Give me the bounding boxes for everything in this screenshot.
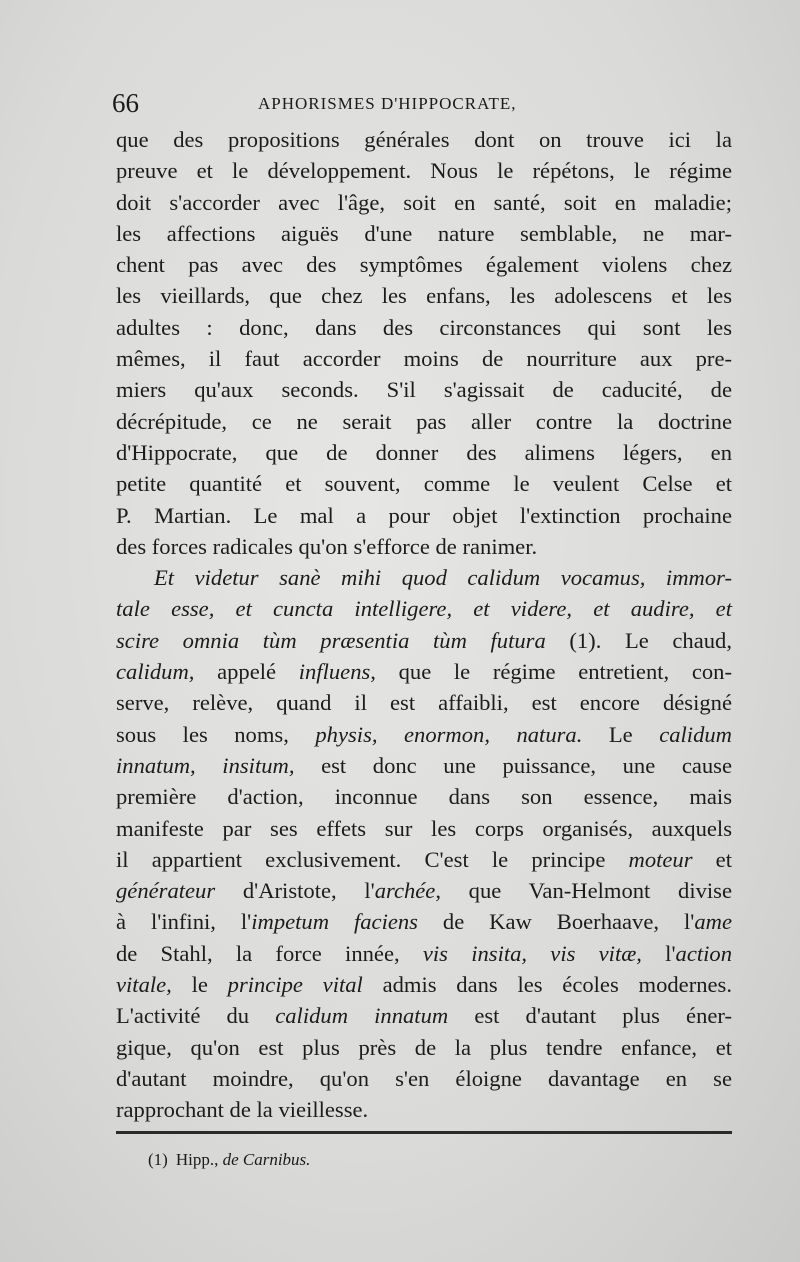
text-span: d'Aristote, l' (215, 878, 375, 904)
text-line (116, 656, 732, 687)
text-line (116, 969, 732, 1000)
text-span: le (171, 972, 228, 998)
italic-term: archée, (374, 878, 441, 904)
text-line: première d'action, inconnue dans son essence, mais (116, 784, 732, 810)
italic-term: moteur (628, 846, 693, 872)
text-span: Le (582, 721, 660, 747)
text-line: miers qu'aux seconds. S'il s'agissait de caducité, de (116, 377, 732, 403)
text-line (116, 1000, 732, 1031)
text-span: admis dans les écoles modernes. (362, 972, 732, 998)
text-line: que des propositions générales dont on trouve ici la (116, 127, 732, 152)
text-span: à l'infini, l' (116, 909, 252, 935)
text-line: chent pas avec des symptômes également violens chez (116, 252, 732, 278)
italic-term: calidum, (116, 659, 195, 685)
body-text (116, 124, 732, 1126)
text-line: preuve et le développement. Nous le répétons, le régime (116, 158, 732, 184)
text-line: serve, relève, quand il est affaibli, est encore désigné (116, 690, 732, 716)
text-span: est d'autant plus éner- (448, 1003, 732, 1029)
text-span: l' (641, 940, 676, 966)
italic-term: calidum (659, 721, 732, 747)
footnote-title: de Carnibus. (222, 1150, 311, 1169)
text-span: et (692, 846, 732, 872)
text-line (116, 750, 732, 781)
text-span: L'activité du (116, 1003, 276, 1029)
text-span: que le régime entretient, con- (375, 659, 732, 685)
italic-term: vitale, (116, 972, 172, 998)
italic-term: calidum innatum (275, 1003, 449, 1029)
text-line: P. Martian. Le mal a pour objet l'extinction prochaine (116, 502, 732, 528)
text-line: d'Hippocrate, que de donner des alimens légers, en (116, 439, 732, 465)
text-span: (1). Le chaud, (545, 627, 732, 653)
latin-quote: tale esse, et cuncta intelligere, et videre, et audire, et (116, 596, 732, 622)
text-line: rapprochant de la vieillesse. (116, 1097, 369, 1123)
text-line (116, 562, 732, 593)
footnote-text: Hipp., (175, 1150, 223, 1169)
text-line: gique, qu'on est plus près de la plus tendre enfance, et (116, 1034, 732, 1060)
latin-quote: Et videtur sanè mihi quod calidum vocamus, immor- (154, 565, 732, 591)
footnote (148, 1150, 310, 1170)
italic-term: influens, (298, 659, 376, 685)
text-span: est donc une puissance, une cause (294, 752, 733, 778)
text-line: décrépitude, ce ne serait pas aller contre la doctrine (116, 408, 732, 434)
footnote-rule (116, 1131, 732, 1134)
page-number: 66 (112, 88, 139, 118)
text-line (116, 625, 732, 656)
text-line (116, 844, 732, 875)
italic-term: principe vital (227, 972, 363, 998)
paragraph-1 (116, 124, 732, 562)
text-line: petite quantité et souvent, comme le veulent Celse et (116, 471, 732, 497)
text-line: d'autant moindre, qu'on s'en éloigne davantage en se (116, 1065, 732, 1091)
text-span: de Kaw Boerhaave, l' (417, 909, 695, 935)
paragraph-2 (116, 562, 732, 1125)
text-line: mêmes, il faut accorder moins de nourriture aux pre- (116, 346, 732, 372)
text-span: il appartient exclusivement. C'est le principe (116, 846, 629, 872)
italic-term: impetum faciens (251, 909, 418, 935)
italic-term: générateur (116, 878, 216, 904)
text-line: adultes : donc, dans des circonstances qui sont les (116, 314, 732, 340)
running-head: APHORISMES D'HIPPOCRATE, (258, 94, 517, 113)
text-line (116, 875, 732, 906)
italic-term: vis insita, vis vitæ, (422, 940, 642, 966)
text-line: les affections aiguës d'une nature semblable, ne mar- (116, 220, 732, 246)
footnote-marker: (1) (148, 1150, 168, 1169)
text-span: que Van-Helmont divise (440, 878, 732, 904)
page-header (112, 88, 732, 124)
italic-term: innatum, insitum, (116, 752, 295, 778)
text-line (116, 719, 732, 750)
italic-term: ame (694, 909, 732, 935)
text-line: les vieillards, que chez les enfans, les adolescens et les (116, 283, 732, 309)
latin-quote: scire omnia tùm præsentia tùm futura (116, 627, 546, 653)
text-line: des forces radicales qu'on s'efforce de ranimer. (116, 533, 538, 559)
text-span: de Stahl, la force innée, (116, 940, 423, 966)
text-line (116, 593, 732, 624)
italic-term: physis, enormon, natura. (315, 721, 583, 747)
text-line (116, 906, 732, 937)
text-span: appelé (194, 659, 299, 685)
text-line: manifeste par ses effets sur les corps organisés, auxquels (116, 815, 732, 841)
text-line (116, 938, 732, 969)
text-line: doit s'accorder avec l'âge, soit en santé, soit en maladie; (116, 189, 732, 215)
italic-term: action (675, 940, 733, 966)
text-span: sous les noms, (116, 721, 316, 747)
